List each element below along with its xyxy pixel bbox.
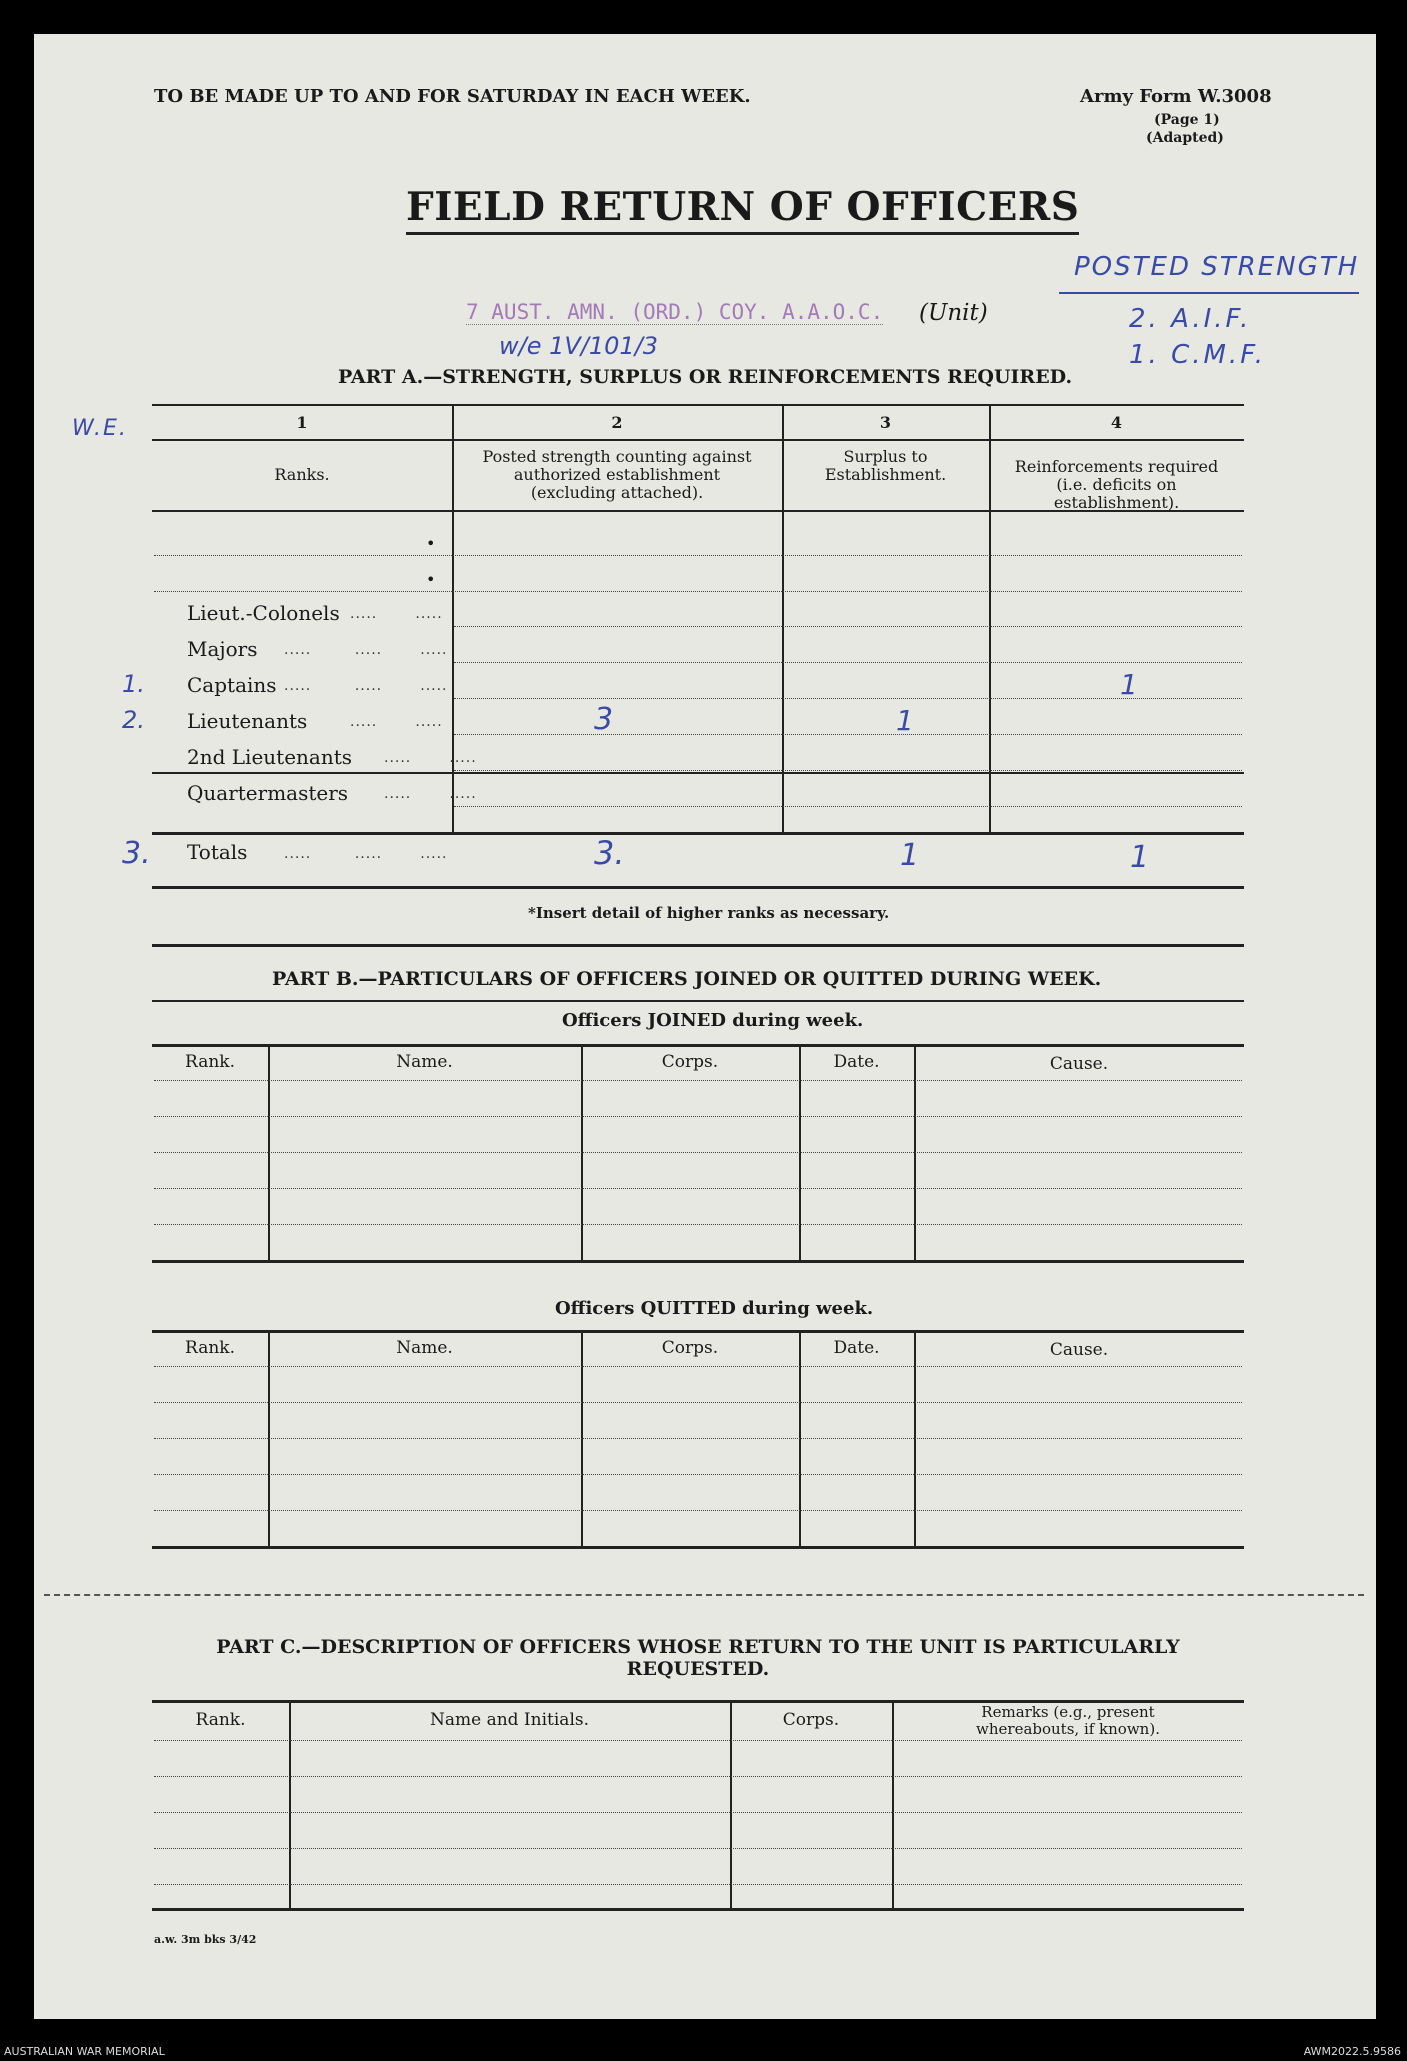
col-number-4: 4 (1110, 413, 1123, 432)
quitted-col-corps: Corps. (661, 1338, 719, 1358)
print-code: a.w. 3m bks 3/42 (154, 1933, 257, 1946)
joined-col-corps: Corps. (661, 1052, 719, 1072)
page-title: FIELD RETURN OF OFFICERS (406, 184, 1079, 235)
posted-strength-title: POSTED STRENGTH (1074, 252, 1360, 282)
insert-rank-asterisk: • (426, 570, 436, 589)
rank-mark: 2. (122, 706, 145, 734)
quitted-title: Officers QUITTED during week. (555, 1298, 874, 1319)
part-c-col-corps: Corps. (782, 1710, 840, 1730)
joined-col-rank: Rank. (185, 1052, 235, 1072)
part-c-col-remarks: Remarks (e.g., present whereabouts, if known). (976, 1703, 1160, 1738)
unit-label: (Unit) (919, 300, 988, 326)
form-number: Army Form W.3008 (1080, 86, 1272, 107)
archive-credit: AUSTRALIAN WAR MEMORIAL (4, 2045, 165, 2058)
joined-col-cause: Cause. (1049, 1054, 1109, 1074)
rank-label: Captains (187, 673, 277, 697)
joined-col-date: Date. (833, 1052, 880, 1072)
part-c-col-rank: Rank. (195, 1710, 246, 1730)
quitted-col-cause: Cause. (1049, 1340, 1109, 1360)
col-head-reinforcements: Reinforcements required (i.e. deficits on establishment). (1014, 457, 1219, 512)
posted-strength-aif: 2. A.I.F. (1129, 304, 1252, 334)
archive-accession: AWM2022.5.9586 (1303, 2045, 1401, 2058)
instruction-text: TO BE MADE UP TO AND FOR SATURDAY IN EACH WEEK. (154, 86, 751, 107)
col-head-ranks: Ranks. (274, 465, 330, 484)
rank-label: Lieutenants (187, 709, 308, 733)
col-head-surplus: Surplus to Establishment. (824, 447, 947, 484)
totals-label: Totals (187, 840, 248, 864)
rank-label: Lieut.-Colonels (187, 601, 340, 625)
rank-label: Majors (187, 637, 258, 661)
totals-surplus: 1 (900, 838, 920, 873)
insert-rank-asterisk: • (426, 534, 436, 553)
part-a-footnote: *Insert detail of higher ranks as necessary. (528, 904, 890, 922)
part-a-title: PART A.—STRENGTH, SURPLUS OR REINFORCEMENTS REQUIRED. (338, 366, 1073, 388)
part-b-title: PART B.—PARTICULARS OF OFFICERS JOINED OR QUITTED DURING WEEK. (272, 968, 1102, 990)
lieutenants-surplus: 1 (896, 704, 914, 737)
quitted-col-rank: Rank. (185, 1338, 235, 1358)
joined-col-name: Name. (396, 1052, 453, 1072)
rank-mark: 1. (122, 670, 145, 698)
rank-label: 2nd Lieutenants (187, 745, 353, 769)
quitted-col-name: Name. (396, 1338, 453, 1358)
totals-mark: 3. (122, 836, 151, 871)
col-number-2: 2 (611, 413, 623, 432)
totals-reinforcements: 1 (1130, 840, 1150, 875)
we-margin-note: W.E. (72, 416, 128, 441)
col-number-1: 1 (296, 413, 308, 432)
rank-label: Quartermasters (187, 781, 349, 805)
form-adapted: (Adapted) (1146, 130, 1224, 146)
part-c-title: PART C.—DESCRIPTION OF OFFICERS WHOSE RETURN TO THE UNIT IS PARTICULARLY REQUESTED. (216, 1636, 1180, 1680)
form-page: TO BE MADE UP TO AND FOR SATURDAY IN EACH WEEK. Army Form W.3008 (Page 1) (Adapted) FIELD RETURN OF OFFICERS 7 AUST. AMN. (ORD.) COY. A.A.O.C. (Unit) w/e 1V/101/3 POSTED STRENGTH 2. A.I.F. 1. C.M.F. PART A.—STRENGTH, SURPLUS OR REINFORCEMENTS REQUIRED. W.E. 1 2 3 4 Ranks. Posted strength counting against authorized establishment (excluding attached). Surplus to Establishment. Reinforcements required (i.e. deficits on establishment). • • Lieut.-Colonels ..... ..... Majors ..... ..... ..... 1. Captains ..... ..... ..... 1 2. Lieutenants ..... ..... 3 1 2nd Lieutenants ..... ..... Quartermasters ..... ..... 3. Totals ..... ..... ..... 3. 1 1 *Insert detail of higher ranks as necessary. PART B.—PARTICULARS OF OFFICERS JOINED OR QUITTED DURING WEEK. Officers JOINED during week. Rank. Name. Corps. Date. Cause. Officers QUITTED during week. Rank. Name. Corps. Date. Cause. PART C.—DESCRIPTION OF OFFICERS WHOSE RETURN TO THE UNIT IS PARTICULARLY REQUESTED. Rank. Name and Initials. Corps. Remarks (e.g., present whereabouts, if known). a.w. 3m bks 3/42 (34, 34, 1376, 2019)
quitted-col-date: Date. (833, 1338, 880, 1358)
form-page-number: (Page 1) (1154, 112, 1220, 128)
totals-posted: 3. (594, 834, 625, 872)
lieutenants-posted: 3 (594, 702, 614, 737)
captains-reinforcements: 1 (1120, 668, 1138, 701)
joined-title: Officers JOINED during week. (562, 1010, 864, 1031)
week-ending-note: w/e 1V/101/3 (499, 332, 659, 360)
col-number-3: 3 (879, 413, 892, 432)
perforation-line (44, 1594, 1364, 1596)
unit-stamp: 7 AUST. AMN. (ORD.) COY. A.A.O.C. (466, 300, 884, 324)
posted-strength-cmf: 1. C.M.F. (1129, 340, 1267, 370)
part-c-col-name: Name and Initials. (429, 1710, 590, 1730)
col-head-posted: Posted strength counting against authorized establishment (excluding attached). (482, 447, 752, 502)
posted-strength-underline (1059, 292, 1359, 294)
